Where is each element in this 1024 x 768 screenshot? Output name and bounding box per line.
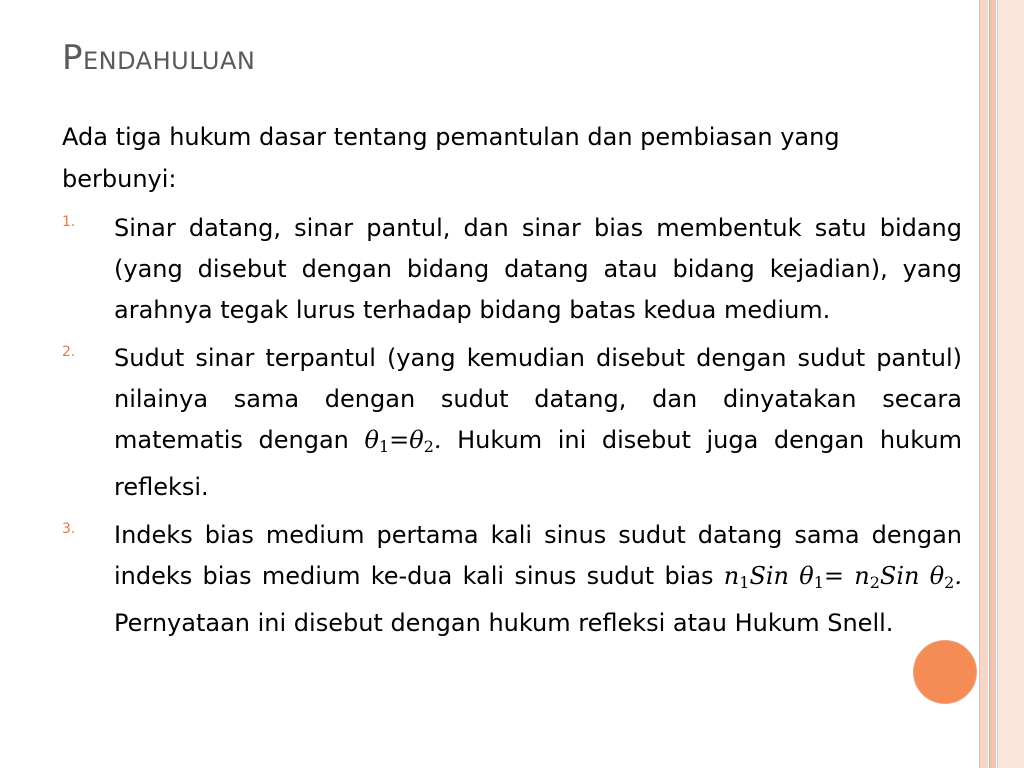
snell-formula (724, 562, 962, 590)
list-number: 1. (62, 214, 76, 230)
decorative-circle (913, 640, 977, 704)
subscript: 2 (944, 573, 955, 592)
sin-text: Sin (879, 562, 920, 590)
theta-symbol: θ (929, 562, 945, 590)
formula-dot: . (433, 426, 442, 454)
theta-symbol: θ (409, 426, 424, 454)
text-after-formula: Pernyataan ini disebut dengan hukum refleksi atau Hukum Snell. (114, 609, 894, 637)
equals-sign: = (389, 426, 410, 454)
list-text: Sinar datang, sinar pantul, dan sinar bias membentuk satu bidang (yang disebut dengan bidang datang atau bidang kejadian), yang arahnya tegak lurus terhadap bidang batas kedua medium. (114, 214, 962, 324)
list-item (62, 515, 962, 644)
text-before-formula: Sudut sinar terpantul (yang kemudian disebut dengan sudut pantul) nilainya sama dengan sudut datang, dan dinyatakan secara matematis dengan (114, 344, 962, 454)
n-symbol: n (854, 562, 870, 590)
intro-text: Ada tiga hukum dasar tentang pemantulan dan pembiasan yang berbunyi: (62, 123, 840, 193)
stripe-left (979, 0, 988, 768)
theta-symbol: θ (364, 426, 379, 454)
reflection-formula (364, 426, 441, 454)
slide-title: Pendahuluan (62, 38, 256, 78)
list-text (114, 338, 962, 508)
list-number: 3. (62, 521, 76, 537)
stripe-right (997, 0, 1024, 768)
subscript: 1 (739, 573, 750, 592)
equals-sign: = (823, 562, 844, 590)
subscript: 2 (869, 573, 880, 592)
formula-dot: . (954, 562, 962, 590)
subscript: 2 (423, 437, 434, 456)
theta-symbol: θ (799, 562, 814, 590)
numbered-list (62, 208, 962, 651)
subscript: 1 (378, 437, 390, 456)
n-symbol: n (723, 562, 740, 590)
list-text (114, 515, 962, 644)
sin-text: Sin (749, 562, 790, 590)
text-after-formula: Hukum ini disebut juga dengan hukum refleksi. (114, 426, 962, 501)
stripe-middle (989, 0, 996, 768)
list-item (62, 338, 962, 508)
list-number: 2. (62, 344, 76, 360)
decorative-stripes (979, 0, 1024, 768)
list-item (62, 208, 962, 331)
text-before-formula: Indeks bias medium pertama kali sinus sudut datang sama dengan indeks bias medium ke-dua kali sinus sudut bias (114, 521, 962, 590)
subscript: 1 (813, 573, 824, 592)
